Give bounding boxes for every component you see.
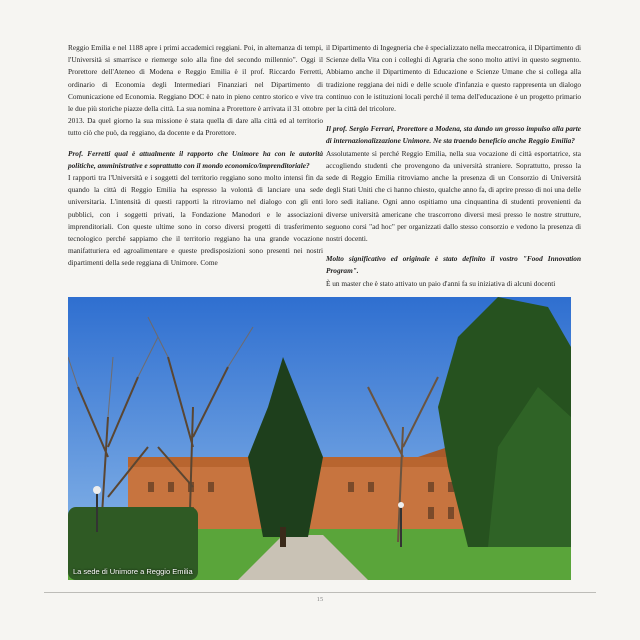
photo-caption: La sede di Unimore a Reggio Emilia <box>73 567 193 576</box>
left-question-1: Prof. Ferretti qual è attualmente il rapporto che Unimore ha con le autorità politiche, amministrative e soprattutto con il mondo economico/imprenditoriale? <box>68 148 323 170</box>
page-number: 15 <box>316 596 324 603</box>
right-column <box>326 42 581 290</box>
right-paragraph-1: il Dipartimento di Ingegneria che è specializzato nella meccatronica, il Dipartimento di Scienze della Vita con i colleghi di Agraria che sono molto attivi in questo segmento. Abbiamo anche il Dipartimento di Educazione e Scienze Umane che si collega alla tradizione reggiana dei nidi e delle scuole d'infanzia e questo rappresenta un dialogo continuo con le istituzioni locali perché il tema dell'educazione è un progetto primario per la città del tricolore. <box>326 43 581 114</box>
footer-rule <box>44 592 596 593</box>
left-paragraph-2: I rapporti tra l'Università e i soggetti del territorio reggiano sono molto intensi fin da quando la città di Reggio Emilia ha espresso la volontà di lanciare una sede universitaria. L'intensità di questi rapporti la ritroviamo nel dialogo con gli enti pubblici, con i soggetti privati, la Fondazione Manodori e le associazioni imprenditoriali. Con queste ultime sono in corso diversi progetti di trasferimento tecnologico perché sappiamo che il territorio reggiano ha una grande vocazione manifatturiera ed agroalimentare e queste predisposizioni sono presenti nei nostri dipartimenti della sede reggiana di Unimore. Come <box>68 173 323 268</box>
right-paragraph-2: Assolutamente sì perché Reggio Emilia, nella sua vocazione di città esportatrice, sta accogliendo studenti che provengono da università straniere. Soprattutto, presso la sede di Reggio Emilia ritroviamo anche la presenza di un Consorzio di Università degli Stati Uniti che ci hanno chiesto, qualche anno fa, di aprire presso di noi una delle loro sedi italiane. Ogni anno ospitiamo una cinquantina di studenti provenienti da diverse università americane che trascorrono diversi mesi presso le nostre strutture, seguono corsi "ad hoc" per organizzati dallo stesso consorzio e vedono la presenza di nostri docenti. <box>326 148 581 244</box>
campus-photo <box>68 297 571 580</box>
left-column <box>68 42 323 270</box>
right-question-1: Il prof. Sergio Ferrari, Prorettore a Modena, sta dando un grosso impulso alla parte di internazionalizzazione Unimore. Ne sta traendo beneficio anche Reggio Emilia? <box>326 124 581 146</box>
left-paragraph-1: Reggio Emilia e nel 1188 apre i primi accademici reggiani. Poi, in alternanza di tempi, l'Università si smarrisce e riemerge solo alla fine del secondo millennio". Oggi il Prorettore dell'Ateneo di Modena e Reggio Emilia è il prof. Riccardo Ferretti, ordinario di Economia degli Intermediari Finanziari nel Dipartimento di Comunicazione ed Economia. Reggiano DOC è nato in pieno centro storico e vive tra le due più storiche piazze della città. La sua nomina a Prorettore è arrivata il 31 ottobre 2013. Da quel giorno la sua missione è stata quella di dare alla città ed al territorio tutto ciò che può, da reggiano, da docente e da Prorettore. <box>68 43 323 138</box>
right-question-2: Molto significativo ed originale è stato definito il vostro "Food Innovation Program". <box>326 254 581 276</box>
campus-illustration <box>68 297 571 580</box>
right-paragraph-3: È un master che è stato attivato un paio d'anni fa su iniziativa di alcuni docenti <box>326 278 556 288</box>
